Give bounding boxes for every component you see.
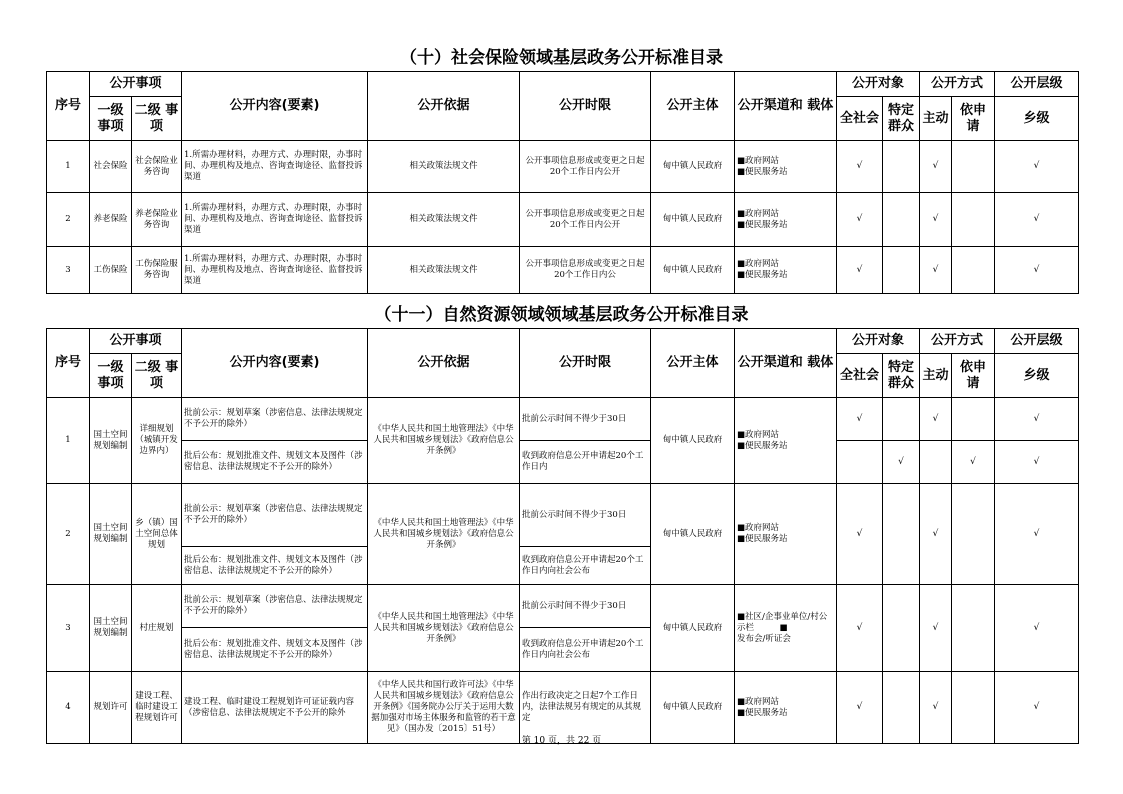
table-row: 1 国土空间规划编制 详细规划（城镇开发边界内） 批前公示：规划草案（涉密信息、法律法规规定不予公开的除外） 《中华人民共和国土地管理法》《中华人民共和国城乡规划法》《政府信息公开条例》 批前公示时间不得少于30日 甸中镇人民政府 ■政府网站 ■便民服务站 √ √ √	[47, 398, 1079, 441]
header-channel: 公开渠道和 载体	[735, 72, 837, 141]
header-items: 公开事项	[90, 72, 182, 97]
header-method: 公开方式	[920, 329, 995, 354]
table-row: 批后公布：规划批准文件、规划文本及图件（涉密信息、法律法规规定不予公开的除外） 收到政府信息公开申请起20个工作日内 √ √ √	[47, 441, 1079, 484]
header-method: 公开方式	[920, 72, 995, 97]
header-subject: 公开主体	[651, 72, 735, 141]
channel-cell: ■政府网站 ■便民服务站	[735, 247, 837, 294]
table-row: 2 国土空间规划编制 乡（镇）国土空间总体规划 批前公示：规划草案（涉密信息、法律法规规定不予公开的除外） 《中华人民共和国土地管理法》《中华人民共和国城乡规划法》《政府信息公开条例》 批前公示时间不得少于30日 甸中镇人民政府 ■政府网站 ■便民服务站 √ √ √	[47, 484, 1079, 547]
social-insurance-table	[46, 71, 1079, 294]
header-basis: 公开依据	[368, 72, 520, 141]
channel-cell: ■政府网站 ■便民服务站	[735, 398, 837, 484]
header-content: 公开内容(要素)	[182, 329, 368, 398]
header-level: 公开层级	[995, 329, 1079, 354]
header-target: 公开对象	[837, 72, 920, 97]
header-level2: 二级 事项	[132, 354, 182, 398]
header-level: 公开层级	[995, 72, 1079, 97]
section-11-title: （十一）自然资源领域领域基层政务公开标准目录	[374, 305, 749, 325]
header-time: 公开时限	[520, 72, 651, 141]
header-seq: 序号	[47, 329, 90, 398]
header-target-specific: 特定群众	[883, 354, 920, 398]
page-footer: 第 10 页，共 22 页	[521, 736, 602, 746]
header-items: 公开事项	[90, 329, 182, 354]
header-subject: 公开主体	[651, 329, 735, 398]
table-row: 4 规划许可 建设工程、临时建设工程规划许可 建设工程、临时建设工程规划许可证证载内容（涉密信息、法律法规规定不予公开的除外 《中华人民共和国行政许可法》《中华人民共和国城乡规划法》《政府信息公开条例》《国务院办公厅关于运用大数据加强对市场主体服务和监管的若干意见》（国办发〔2015〕51号） 作出行政决定之日起7个工作日内，法律法规另有规定的从其规定 甸中镇人民政府 ■政府网站 ■便民服务站 √ √ √	[47, 672, 1079, 744]
header-seq: 序号	[47, 72, 90, 141]
table-row: 3 国土空间规划编制 村庄规划 批前公示：规划草案（涉密信息、法律法规规定不予公开的除外） 《中华人民共和国土地管理法》《中华人民共和国城乡规划法》《政府信息公开条例》 批前公示时间不得少于30日 甸中镇人民政府 ■社区/企事业单位/村公示栏 ■ 发布会/听证会 √ √ √	[47, 585, 1079, 628]
header-target-specific: 特定群众	[883, 97, 920, 141]
channel-cell: ■政府网站 ■便民服务站	[735, 484, 837, 585]
header-target-all: 全社会	[837, 97, 883, 141]
table-row: 2 养老保险 养老保险业务咨询 1.所需办理材料，办理方式、办理时限，办事时间、办理机构及地点、咨询查询途径、监督投诉渠道 相关政策法规文件 公开事项信息形成或变更之日起20个工作日内公开 甸中镇人民政府 ■政府网站 ■便民服务站 √ √ √	[47, 193, 1079, 247]
header-method-request: 依申请	[952, 97, 995, 141]
page-bottom-mask	[0, 744, 1123, 794]
channel-cell: ■政府网站 ■便民服务站	[735, 672, 837, 744]
channel-cell: ■政府网站 ■便民服务站	[735, 193, 837, 247]
header-level1: 一级事项	[90, 97, 132, 141]
header-method-active: 主动	[920, 354, 952, 398]
header-level2: 二级 事项	[132, 97, 182, 141]
table-row: 3 工伤保险 工伤保险服务咨询 1.所需办理材料，办理方式、办理时限，办事时间、办理机构及地点、咨询查询途径、监督投诉渠道 相关政策法规文件 公开事项信息形成或变更之日起20个工作日内公 甸中镇人民政府 ■政府网站 ■便民服务站 √ √ √	[47, 247, 1079, 294]
table-row: 批后公布：规划批准文件、规划文本及图件（涉密信息、法律法规规定不予公开的除外） 收到政府信息公开申请起20个工作日内向社会公布	[47, 547, 1079, 585]
header-channel: 公开渠道和 载体	[735, 329, 837, 398]
channel-cell: ■社区/企事业单位/村公示栏 ■ 发布会/听证会	[735, 585, 837, 672]
header-time: 公开时限	[520, 329, 651, 398]
header-target: 公开对象	[837, 329, 920, 354]
channel-cell: ■政府网站 ■便民服务站	[735, 141, 837, 193]
section-10-title: （十）社会保险领域基层政务公开标准目录	[400, 48, 723, 68]
header-method-active: 主动	[920, 97, 952, 141]
header-content: 公开内容(要素)	[182, 72, 368, 141]
header-method-request: 依申请	[952, 354, 995, 398]
table-row: 1 社会保险 社会保险业务咨询 1.所需办理材料，办理方式、办理时限，办事时间、办理机构及地点、咨询查询途径、监督投诉渠道 相关政策法规文件 公开事项信息形成或变更之日起20个工作日内公开 甸中镇人民政府 ■政府网站 ■便民服务站 √ √ √	[47, 141, 1079, 193]
header-basis: 公开依据	[368, 329, 520, 398]
header-level-town: 乡级	[995, 97, 1079, 141]
natural-resources-table	[46, 328, 1079, 744]
header-target-all: 全社会	[837, 354, 883, 398]
header-level-town: 乡级	[995, 354, 1079, 398]
table-row: 批后公布：规划批准文件、规划文本及图件（涉密信息、法律法规规定不予公开的除外） 收到政府信息公开申请起20个工作日内向社会公布	[47, 628, 1079, 672]
header-level1: 一级事项	[90, 354, 132, 398]
